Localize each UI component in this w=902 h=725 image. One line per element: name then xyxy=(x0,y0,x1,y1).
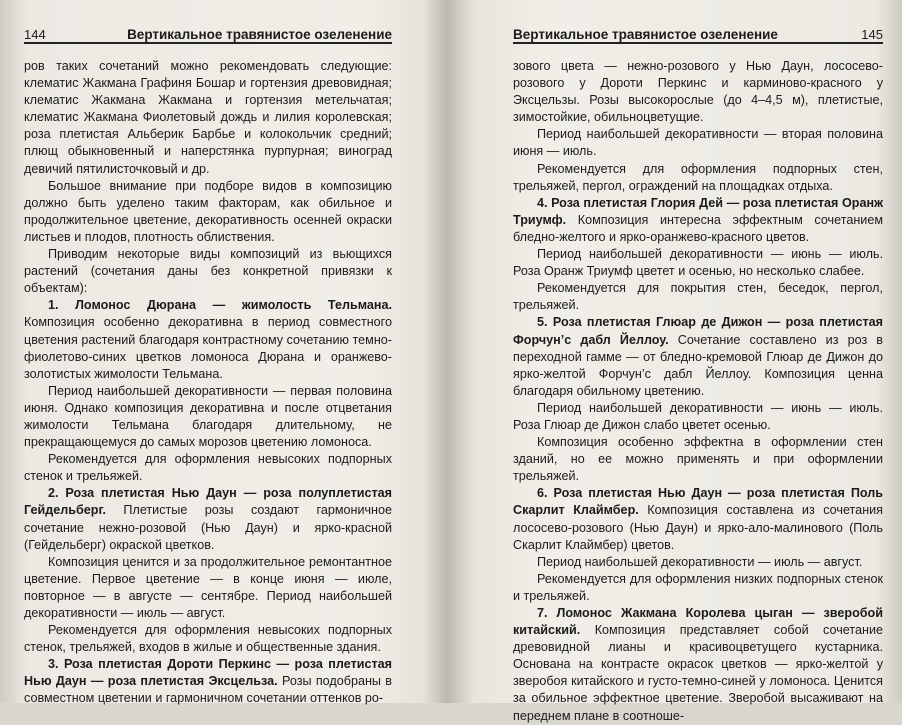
paragraph-text: Композиция особенно декоративна в период совместного цветения растений благодаря контрастному сочетанию темно-фиолетово-синих цветков ломоноса Дюрана и оранжево-золотистых жимолости Тельмана. xyxy=(24,315,392,381)
paragraph xyxy=(513,246,883,280)
right-page xyxy=(451,0,902,723)
paragraph-text: Рекомендуется для оформления невысоких подпорных стенок и трельяжей. xyxy=(24,452,392,484)
page-body xyxy=(513,58,883,725)
running-title: Вертикальное травянистое озеленение xyxy=(513,27,778,42)
paragraph-text: Плетистые розы создают гармоничное сочетание нежно-розовой (Нью Даун) и ярко-красной (Гейдельберг) окраской цветков. xyxy=(24,503,392,552)
paragraph xyxy=(513,554,883,571)
paragraph-text: Большое внимание при подборе видов в композицию должно быть уделено таким факторам, как обильное и продолжительное цветение, декоративность осенней окраски листьев и плодов, плотность облиствения. xyxy=(24,178,392,244)
paragraph-text: Период наибольшей декоративности — первая половина июня. Однако композиция декоративна и после отцветания жимолости Тельмана благодаря длительному, не прекращающемуся до самых морозов цветению ломоноса. xyxy=(24,383,392,450)
page-header xyxy=(24,22,392,44)
paragraph-text: Розы подобраны в совместном цветении и гармоничном сочетании оттенков ро- xyxy=(24,674,393,706)
composition-heading: 6. Роза плетистая Нью Даун — роза плетистая Поль Скарлит Клаймбер. xyxy=(513,486,883,518)
paragraph-text: Период наибольшей декоративности — июнь — июль. Роза Оранж Триумф цветет и осенью, но несколько слабее. xyxy=(513,247,883,279)
paragraph xyxy=(513,605,883,725)
paragraph xyxy=(24,297,392,382)
composition-heading: 4. Роза плетистая Глория Дей — роза плетистая Оранж Триумф. xyxy=(513,195,883,227)
paragraph xyxy=(24,383,392,451)
paragraph xyxy=(513,314,883,399)
composition-heading: 3. Роза плетистая Дороти Перкинс — роза плетистая Нью Даун — роза плетистая Эксцельза. xyxy=(24,657,392,689)
paragraph-text: Композиция интересна эффектным сочетанием бледно-желтого и ярко-оранжево-красного цветов. xyxy=(513,212,883,244)
page-header xyxy=(513,22,883,44)
page-number: 145 xyxy=(861,27,883,42)
paragraph xyxy=(513,195,883,246)
paragraph-text: Композиция особенно эффектна в оформлении стен зданий, но ее можно применять и при оформлении трельяжей. xyxy=(513,435,883,484)
paragraph-text: Рекомендуется для оформления невысоких подпорных стенок, трельяжей, входов в жилые и общественные здания. xyxy=(24,623,392,655)
left-page xyxy=(0,0,451,706)
composition-heading: 5. Роза плетистая Глюар де Дижон — роза плетистая Форчун’с дабл Йеллоу. xyxy=(513,315,883,347)
paragraph-text: ров таких сочетаний можно рекомендовать следующие: клематис Жакмана Графиня Бошар и гортензия древовидная; клематис Жакмана Жакмана и гортензия метельчатая; клематис Жакмана Фиолетовый дождь и лилия королевская; роза плетистая Альберик Барбье и колокольчик средний; плющ обыкновенный и наперстянка пурпурная; виноград девичий пятилисточковый и др. xyxy=(24,59,392,176)
paragraph-text: Период наибольшей декоративности — вторая половина июня — июль. xyxy=(513,127,883,159)
running-title: Вертикальное травянистое озеленение xyxy=(127,27,392,42)
paragraph-text: Композиция составлена из сочетания лососево-розового (Нью Даун) и ярко-ало-малинового (Поль Скарлит Клаймбер) цветов. xyxy=(513,503,883,552)
paragraph xyxy=(24,622,392,656)
paragraph xyxy=(24,485,392,553)
paragraph-text: Композиция ценится и за продолжительное ремонтантное цветение. Первое цветение — в конце июня — июле, повторное — в августе — сентябре. Период наибольшей декоративности — июль — август. xyxy=(24,554,392,620)
paragraph-text: Рекомендуется для покрытия стен, беседок, пергол, трельяжей. xyxy=(513,281,883,313)
composition-heading: 7. Ломонос Жакмана Королева цыган — зверобой китайский. xyxy=(513,606,883,638)
page-body xyxy=(24,58,392,708)
composition-heading: 1. Ломонос Дюрана — жимолость Тельмана. xyxy=(48,298,392,313)
paragraph-text: Сочетание составлено из роз в переходной гамме — от бледно-кремовой Глюар де Дижон до ярко-желтой Форчун’с дабл Йеллоу. Композиция ценна благодаря обильному цветению. xyxy=(513,332,883,398)
paragraph-text: Период наибольшей декоративности — июль — август. xyxy=(537,554,863,569)
paragraph xyxy=(24,554,392,622)
paragraph xyxy=(24,656,392,707)
paragraph-text: зового цвета — нежно-розового у Нью Даун, лососево-розового у Дороти Перкинс и карминово-красного у Эксцельзы. Розы высокорослые (до 4–4,5 м), плетистые, зимостойкие, обильноцветущие. xyxy=(513,59,883,125)
paragraph xyxy=(24,451,392,485)
page-number: 144 xyxy=(24,27,46,42)
paragraph xyxy=(513,400,883,434)
composition-heading: 2. Роза плетистая Нью Даун — роза полуплетистая Гейдельберг. xyxy=(24,486,392,518)
paragraph xyxy=(513,571,883,605)
paragraph xyxy=(513,434,883,485)
paragraph-text: Композиция представляет собой сочетание древовидной лианы и красивоцветущего кустарника. Основана на контрасте окрасок цветков — ярко-желтой у зверобоя китайского и густо-темно-синей у ломоноса. Ценится за обильное эффектное цветение. Зверобой высаживают на переднем плане в соотноше- xyxy=(513,623,883,723)
paragraph-text: Приводим некоторые виды композиций из вьющихся растений (сочетания даны без конкретной привязки к объектам): xyxy=(24,247,392,296)
paragraph xyxy=(513,485,883,553)
paragraph-text: Период наибольшей декоративности — июнь — июль. Роза Глюар де Дижон слабо цветет осенью. xyxy=(513,400,883,432)
paragraph xyxy=(513,58,883,126)
paragraph-text: Рекомендуется для оформления подпорных стен, трельяжей, пергол, ограждений на площадках отдыха. xyxy=(513,161,883,193)
paragraph xyxy=(513,126,883,160)
paragraph-text: Рекомендуется для оформления низких подпорных стенок и трельяжей. xyxy=(513,571,883,603)
paragraph xyxy=(24,58,392,178)
paragraph xyxy=(24,246,392,297)
paragraph xyxy=(24,178,392,246)
paragraph xyxy=(513,280,883,314)
paragraph xyxy=(513,161,883,195)
